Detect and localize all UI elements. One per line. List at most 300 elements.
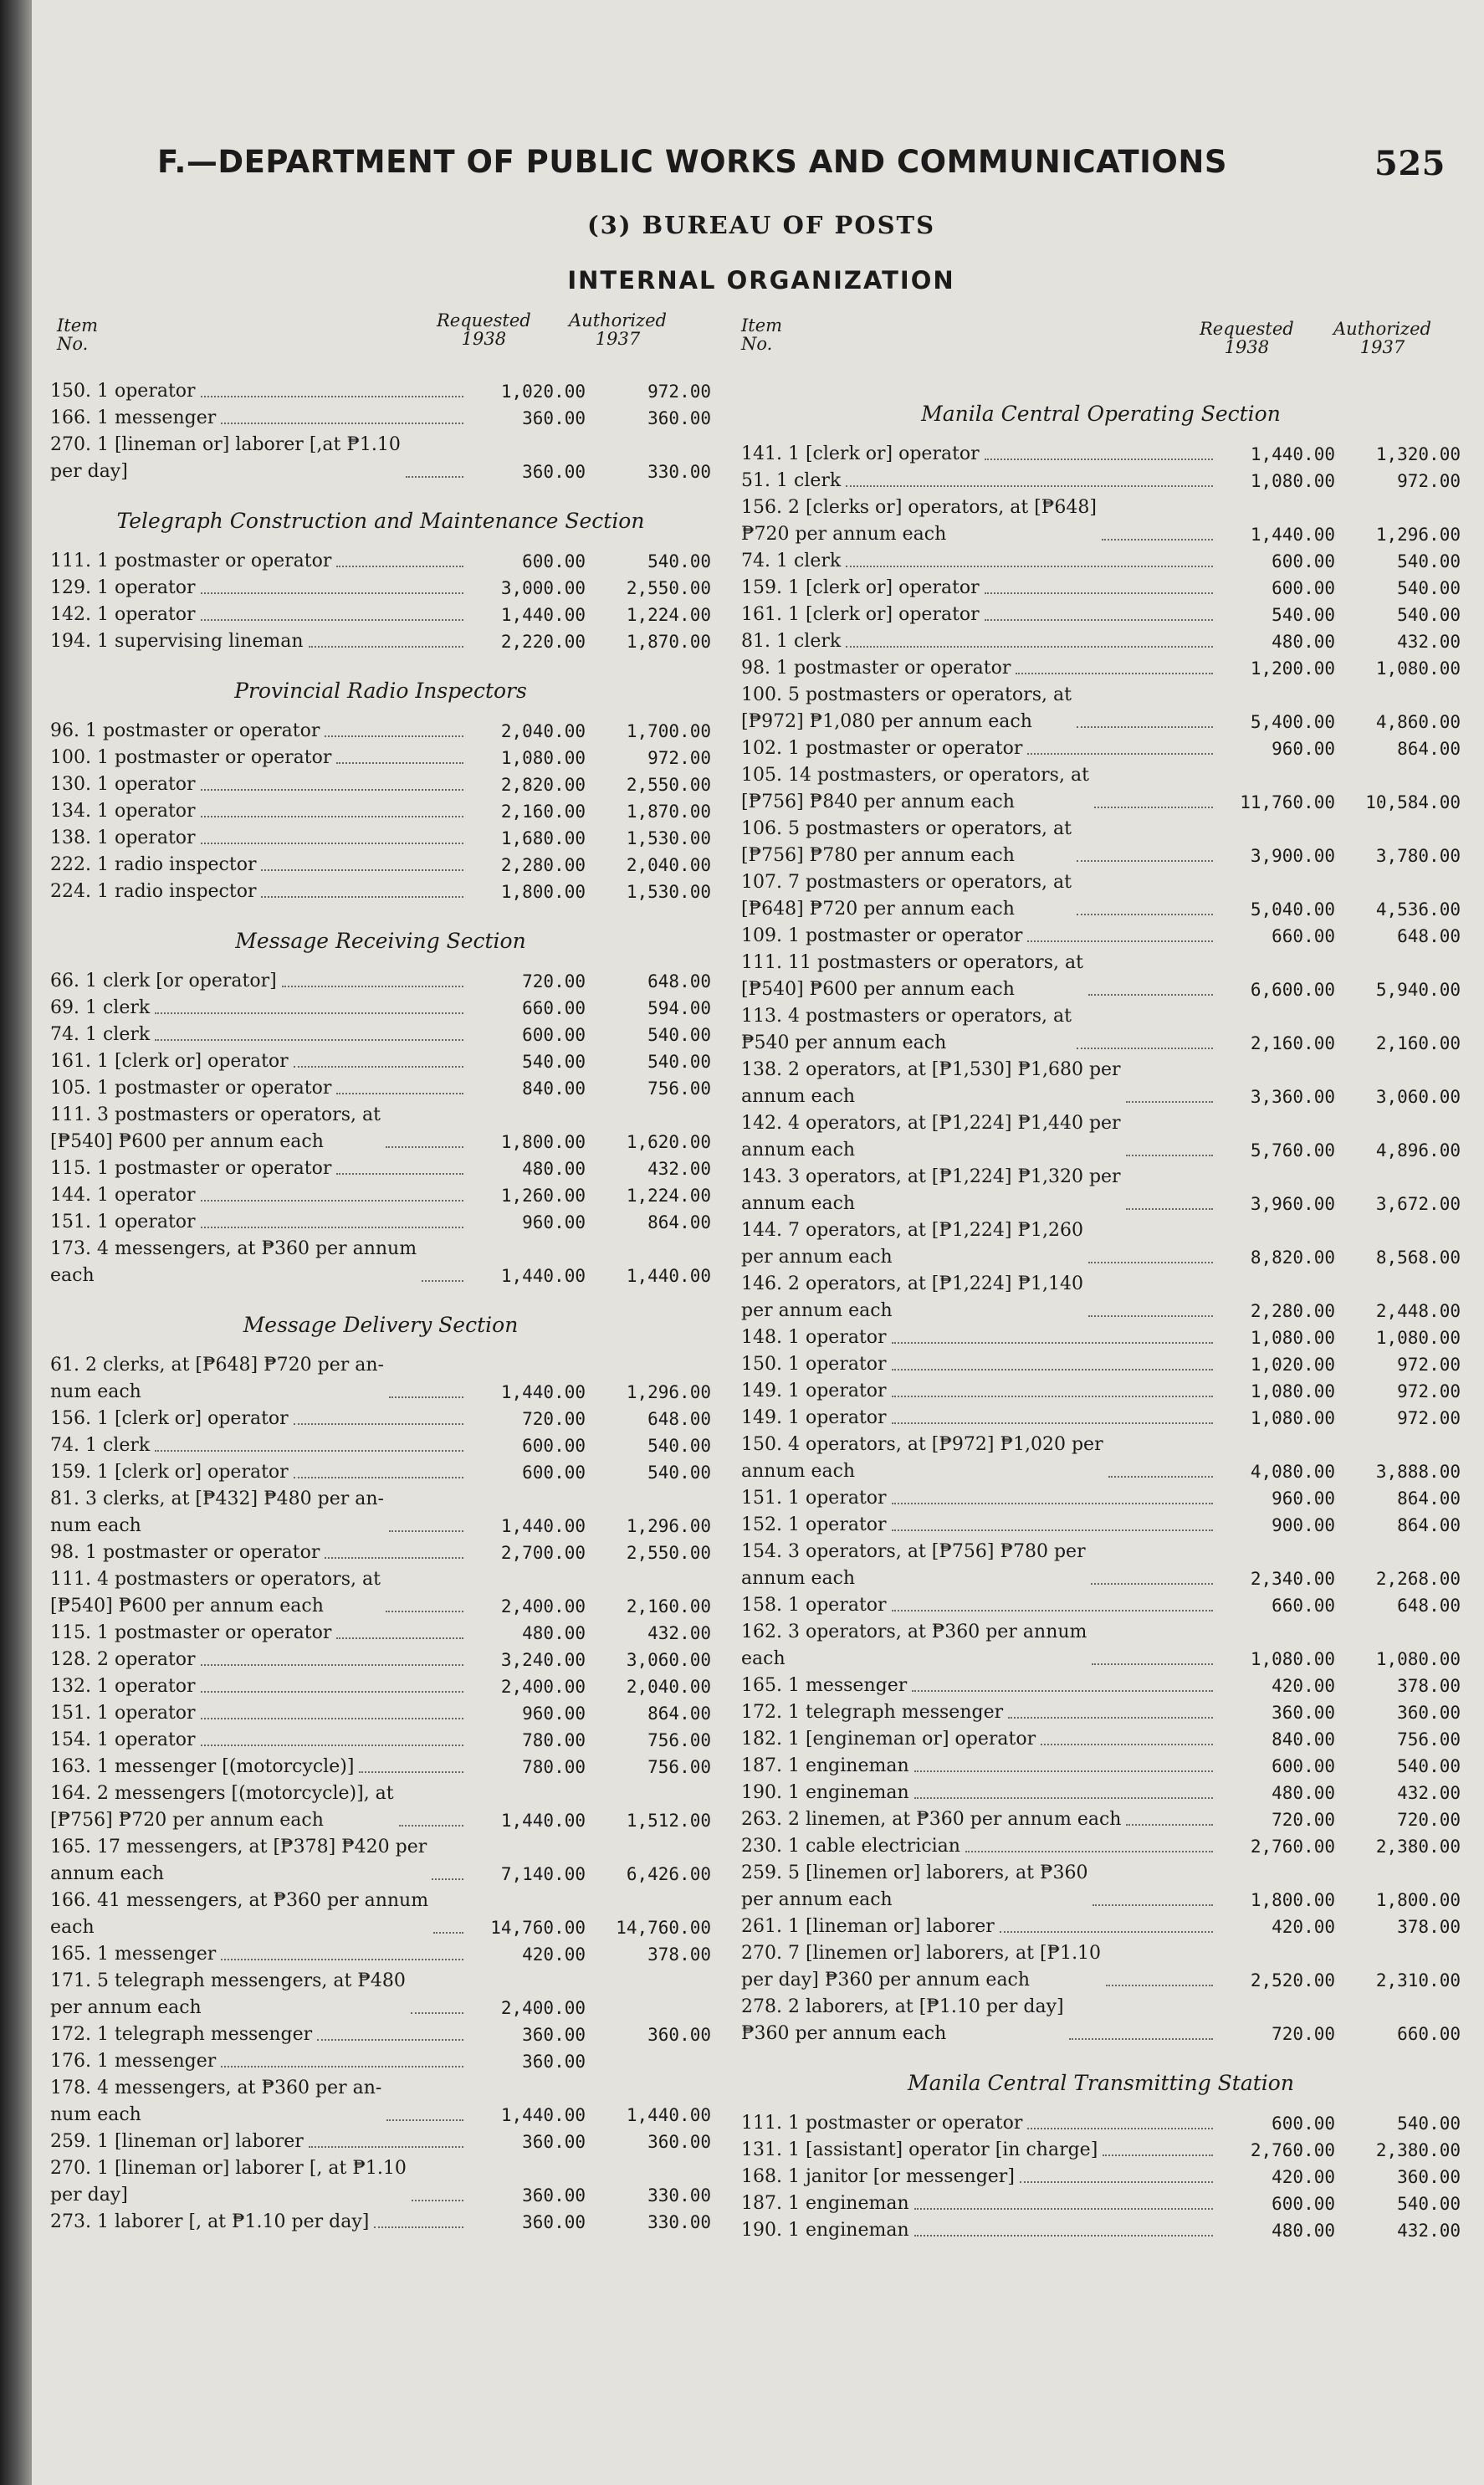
position-description: 159. 1 [clerk or] operator xyxy=(741,577,980,598)
leader-dots xyxy=(892,1610,1213,1611)
leader-dots xyxy=(1126,1208,1213,1210)
position-description-cell xyxy=(741,1994,1218,2047)
requested-amount: 3,960.00 xyxy=(1250,1194,1335,1214)
leader-dots xyxy=(1102,539,1213,541)
leader-dots xyxy=(433,1932,463,1934)
position-description: 144. 1 operator xyxy=(50,1185,196,1206)
right-sections xyxy=(741,402,1461,2244)
requested-amount: 600.00 xyxy=(1272,1756,1335,1776)
position-description: 150. 1 operator xyxy=(741,1354,887,1375)
table-row xyxy=(741,1324,1461,1351)
table-row xyxy=(741,468,1461,494)
position-description: 230. 1 cable electrician xyxy=(741,1836,960,1857)
position-description-cell xyxy=(741,1432,1218,1485)
position-description: 106. 5 postmasters or operators, at [₱756] ₱780 per annum each xyxy=(741,818,1072,866)
requested-amount: 420.00 xyxy=(1272,2167,1335,2187)
leader-dots xyxy=(1077,860,1213,862)
position-description-cell xyxy=(741,1806,1218,1833)
requested-amount: 8,820.00 xyxy=(1250,1248,1335,1268)
requested-amount: 1,020.00 xyxy=(1250,1355,1335,1375)
table-row xyxy=(50,1459,711,1486)
table-row xyxy=(50,1700,711,1727)
leader-dots xyxy=(1027,753,1213,755)
authorized-amount: 2,448.00 xyxy=(1375,1301,1461,1321)
table-row xyxy=(50,852,711,879)
authorized-amount: 720.00 xyxy=(1397,1810,1461,1830)
position-description-cell xyxy=(50,995,468,1022)
leader-dots xyxy=(1020,2181,1213,2183)
position-description: 105. 1 postmaster or operator xyxy=(50,1078,332,1099)
table-row xyxy=(50,628,711,655)
position-description-cell xyxy=(50,1048,468,1075)
leader-dots xyxy=(1126,1824,1213,1826)
position-description-cell xyxy=(50,1834,468,1888)
leader-dots xyxy=(325,1557,463,1559)
authorized-amount: 378.00 xyxy=(1397,1676,1461,1696)
col-item-label: Item No. xyxy=(57,315,99,354)
position-description-cell xyxy=(741,1110,1218,1164)
leader-dots xyxy=(1077,726,1213,728)
requested-amount: 600.00 xyxy=(1272,551,1335,571)
position-description: 115. 1 postmaster or operator xyxy=(50,1158,332,1179)
authorized-amount: 1,440.00 xyxy=(626,2105,711,2125)
position-description: 150. 1 operator xyxy=(50,381,196,402)
table-row xyxy=(50,1236,711,1289)
requested-amount: 1,440.00 xyxy=(500,1382,586,1402)
leader-dots xyxy=(846,646,1213,648)
position-description-cell xyxy=(50,1486,468,1540)
position-description-cell xyxy=(741,1351,1218,1378)
position-description-cell xyxy=(741,1164,1218,1217)
position-description: 151. 1 operator xyxy=(741,1488,887,1509)
position-description-cell xyxy=(741,1914,1218,1940)
leader-dots xyxy=(294,1066,463,1068)
requested-amount: 2,820.00 xyxy=(500,775,586,795)
table-row xyxy=(50,2209,711,2236)
left-column-header xyxy=(50,311,711,378)
position-description: 161. 1 [clerk or] operator xyxy=(741,604,980,625)
position-description-cell xyxy=(741,2217,1218,2244)
col-authorized-label: Authorized 1937 xyxy=(1333,319,1431,357)
leader-dots xyxy=(201,1691,463,1693)
position-description: 98. 1 postmaster or operator xyxy=(741,658,1011,679)
position-description-cell xyxy=(50,432,468,485)
table-row xyxy=(741,1432,1461,1485)
leader-dots xyxy=(1088,994,1213,996)
requested-amount: 3,360.00 xyxy=(1250,1087,1335,1107)
authorized-amount: 1,440.00 xyxy=(626,1266,711,1286)
table-row xyxy=(50,1182,711,1209)
authorized-amount: 432.00 xyxy=(647,1623,711,1643)
requested-amount: 4,080.00 xyxy=(1250,1462,1335,1482)
authorized-amount: 3,060.00 xyxy=(626,1650,711,1670)
requested-amount: 2,340.00 xyxy=(1250,1569,1335,1589)
position-description: 263. 2 linemen, at ₱360 per annum each xyxy=(741,1809,1122,1830)
position-description-cell xyxy=(741,468,1218,494)
table-row xyxy=(741,682,1461,735)
leader-dots xyxy=(201,843,463,844)
table-row xyxy=(50,405,711,432)
authorized-amount: 972.00 xyxy=(1397,1381,1461,1401)
requested-amount: 1,260.00 xyxy=(500,1186,586,1206)
requested-amount: 600.00 xyxy=(1272,2194,1335,2214)
position-description: 156. 1 [clerk or] operator xyxy=(50,1408,289,1429)
leader-dots xyxy=(1094,807,1213,808)
leader-dots xyxy=(892,1396,1213,1397)
leader-dots xyxy=(846,485,1213,487)
authorized-amount: 1,080.00 xyxy=(1375,1328,1461,1348)
requested-amount: 1,800.00 xyxy=(1250,1890,1335,1910)
leader-dots xyxy=(432,1878,463,1880)
position-description-cell xyxy=(741,1271,1218,1324)
position-description: 259. 1 [lineman or] laborer xyxy=(50,2131,304,2152)
authorized-amount: 3,780.00 xyxy=(1375,846,1461,866)
table-row xyxy=(50,548,711,575)
position-description-cell xyxy=(50,378,468,405)
table-row xyxy=(741,816,1461,869)
position-description: 115. 1 postmaster or operator xyxy=(50,1622,332,1643)
position-description: 146. 2 operators, at [₱1,224] ₱1,140 per annum each xyxy=(741,1273,1083,1321)
position-description-cell xyxy=(50,1209,468,1236)
requested-amount: 600.00 xyxy=(1272,578,1335,598)
bureau-title: (3) BUREAU OF POSTS xyxy=(586,211,936,239)
authorized-amount: 2,550.00 xyxy=(626,1543,711,1563)
table-row xyxy=(741,1940,1461,1994)
authorized-amount: 360.00 xyxy=(647,2132,711,2152)
position-description: 222. 1 radio inspector xyxy=(50,854,257,875)
requested-amount: 360.00 xyxy=(522,2132,586,2152)
table-row xyxy=(741,1753,1461,1780)
requested-amount: 480.00 xyxy=(522,1159,586,1179)
requested-amount: 600.00 xyxy=(522,1025,586,1045)
authorized-amount: 10,584.00 xyxy=(1365,792,1461,812)
requested-amount: 2,400.00 xyxy=(500,1596,586,1617)
requested-amount: 960.00 xyxy=(522,1212,586,1232)
table-row xyxy=(741,1351,1461,1378)
position-description: 187. 1 engineman xyxy=(741,1755,909,1776)
leader-dots xyxy=(965,1851,1213,1852)
authorized-amount: 360.00 xyxy=(647,2025,711,2045)
requested-amount: 780.00 xyxy=(522,1730,586,1750)
leader-dots xyxy=(1008,1717,1213,1719)
table-row xyxy=(741,1378,1461,1405)
table-row xyxy=(741,1619,1461,1673)
table-row xyxy=(741,2190,1461,2217)
table-row xyxy=(741,655,1461,682)
leader-dots xyxy=(406,476,463,478)
position-description: 111. 1 postmaster or operator xyxy=(741,2113,1023,2134)
table-row xyxy=(741,1860,1461,1914)
authorized-amount: 540.00 xyxy=(1397,2194,1461,2214)
requested-amount: 2,160.00 xyxy=(500,802,586,822)
table-row xyxy=(741,1726,1461,1753)
requested-amount: 1,440.00 xyxy=(500,1266,586,1286)
table-row xyxy=(50,745,711,771)
table-row xyxy=(741,1485,1461,1512)
requested-amount: 360.00 xyxy=(522,2052,586,2072)
leader-dots xyxy=(892,1342,1213,1344)
requested-amount: 360.00 xyxy=(522,408,586,428)
table-row xyxy=(50,1209,711,1236)
authorized-amount: 864.00 xyxy=(1397,1515,1461,1535)
leader-dots xyxy=(294,1423,463,1425)
authorized-amount: 540.00 xyxy=(647,1436,711,1456)
position-description: 132. 1 operator xyxy=(50,1676,196,1697)
table-row xyxy=(50,1647,711,1673)
authorized-amount: 972.00 xyxy=(1397,471,1461,491)
requested-amount: 1,020.00 xyxy=(500,382,586,402)
leader-dots xyxy=(1041,1744,1213,1745)
authorized-amount: 4,896.00 xyxy=(1375,1140,1461,1161)
leader-dots xyxy=(282,986,463,987)
position-description: 100. 1 postmaster or operator xyxy=(50,747,332,768)
table-row xyxy=(741,548,1461,575)
position-description: 151. 1 operator xyxy=(50,1703,196,1724)
requested-amount: 1,080.00 xyxy=(1250,1408,1335,1428)
position-description: 131. 1 [assistant] operator [in charge] xyxy=(741,2139,1098,2160)
authorized-amount: 756.00 xyxy=(647,1757,711,1777)
position-description-cell xyxy=(50,2209,468,2236)
position-description: 173. 4 messengers, at ₱360 per annum each xyxy=(50,1238,417,1286)
leader-dots xyxy=(1091,1583,1213,1585)
requested-amount: 2,160.00 xyxy=(1250,1033,1335,1053)
leader-dots xyxy=(846,566,1213,567)
position-description-cell xyxy=(741,1673,1218,1699)
position-description: 138. 2 operators, at [₱1,530] ₱1,680 per annum each xyxy=(741,1059,1121,1107)
leader-dots xyxy=(985,459,1213,460)
right-column-header xyxy=(741,311,1461,378)
authorized-amount: 2,550.00 xyxy=(626,578,711,598)
position-description-cell xyxy=(741,816,1218,869)
position-description-cell xyxy=(50,879,468,905)
requested-amount: 960.00 xyxy=(1272,1488,1335,1509)
table-row xyxy=(741,1110,1461,1164)
position-description: 74. 1 clerk xyxy=(50,1435,151,1456)
position-description-cell xyxy=(50,1182,468,1209)
leader-dots xyxy=(1069,2038,1213,2040)
requested-amount: 3,240.00 xyxy=(500,1650,586,1670)
leader-dots xyxy=(1126,1155,1213,1156)
position-description: 163. 1 messenger [(motorcycle)] xyxy=(50,1756,355,1777)
authorized-amount: 3,060.00 xyxy=(1375,1087,1461,1107)
leader-dots xyxy=(399,1825,463,1827)
requested-amount: 1,080.00 xyxy=(1250,1328,1335,1348)
position-description: 270. 7 [linemen or] laborers, at [₱1.10 per day] ₱360 per annum each xyxy=(741,1943,1102,1991)
position-description: 111. 3 postmasters or operators, at [₱540] ₱600 per annum each xyxy=(50,1104,381,1152)
table-row xyxy=(50,1406,711,1432)
position-description: 105. 14 postmasters, or operators, at [₱756] ₱840 per annum each xyxy=(741,765,1089,812)
position-description-cell xyxy=(50,1566,468,1620)
position-description: 166. 1 messenger xyxy=(50,407,217,428)
table-row xyxy=(50,1048,711,1075)
table-row xyxy=(50,1941,711,1968)
authorized-amount: 648.00 xyxy=(647,1409,711,1429)
position-description: 154. 1 operator xyxy=(50,1729,196,1750)
position-description: 98. 1 postmaster or operator xyxy=(50,1542,320,1563)
position-description: 150. 4 operators, at [₱972] ₱1,020 per annum each xyxy=(741,1434,1103,1482)
authorized-amount: 6,426.00 xyxy=(626,1864,711,1884)
requested-amount: 600.00 xyxy=(1272,2114,1335,2134)
leader-dots xyxy=(374,2226,463,2228)
requested-amount: 420.00 xyxy=(1272,1917,1335,1937)
leader-dots xyxy=(155,1039,463,1041)
requested-amount: 600.00 xyxy=(522,1463,586,1483)
requested-amount: 360.00 xyxy=(1272,1703,1335,1723)
position-description-cell xyxy=(741,1699,1218,1726)
position-description: 273. 1 laborer [, at ₱1.10 per day] xyxy=(50,2211,370,2232)
section-heading: Telegraph Construction and Maintenance Section xyxy=(116,509,645,533)
position-description-cell xyxy=(741,1405,1218,1432)
leader-dots xyxy=(1088,1315,1213,1317)
requested-amount: 1,800.00 xyxy=(500,1132,586,1152)
requested-amount: 780.00 xyxy=(522,1757,586,1777)
position-description: 176. 1 messenger xyxy=(50,2051,217,2072)
authorized-amount: 1,800.00 xyxy=(1375,1890,1461,1910)
requested-amount: 2,040.00 xyxy=(500,721,586,741)
position-description-cell xyxy=(50,745,468,771)
requested-amount: 1,440.00 xyxy=(500,1811,586,1831)
table-row xyxy=(741,1539,1461,1592)
leader-dots xyxy=(892,1422,1213,1424)
position-description-cell xyxy=(741,2190,1218,2217)
position-description-cell xyxy=(50,1236,468,1289)
table-row xyxy=(741,1833,1461,1860)
table-row xyxy=(741,628,1461,655)
position-description-cell xyxy=(741,2137,1218,2164)
table-row xyxy=(50,995,711,1022)
requested-amount: 840.00 xyxy=(522,1079,586,1099)
authorized-amount: 330.00 xyxy=(647,462,711,482)
leader-dots xyxy=(1126,1101,1213,1103)
position-description-cell xyxy=(741,1217,1218,1271)
position-description: 190. 1 engineman xyxy=(741,2220,909,2241)
requested-amount: 2,220.00 xyxy=(500,632,586,652)
requested-amount: 2,760.00 xyxy=(1250,1837,1335,1857)
position-description-cell xyxy=(50,548,468,575)
position-description-cell xyxy=(50,1459,468,1486)
requested-amount: 480.00 xyxy=(1272,1783,1335,1803)
leader-dots xyxy=(359,1771,463,1773)
table-row xyxy=(741,1057,1461,1110)
authorized-amount: 540.00 xyxy=(647,1463,711,1483)
position-description: 141. 1 [clerk or] operator xyxy=(741,443,980,464)
table-row xyxy=(50,1022,711,1048)
table-row xyxy=(741,735,1461,762)
authorized-amount: 330.00 xyxy=(647,2212,711,2232)
position-description: 165. 17 messengers, at [₱378] ₱420 per annum each xyxy=(50,1837,427,1884)
table-row xyxy=(741,2217,1461,2244)
table-row xyxy=(50,771,711,798)
col-requested-label: Requested 1938 xyxy=(1200,319,1294,357)
position-description-cell xyxy=(741,1753,1218,1780)
position-description: 130. 1 operator xyxy=(50,774,196,795)
requested-amount: 5,400.00 xyxy=(1250,712,1335,732)
department-title: F.—DEPARTMENT OF PUBLIC WORKS AND COMMUNICATIONS xyxy=(157,144,1228,180)
authorized-amount: 2,310.00 xyxy=(1375,1970,1461,1991)
requested-amount: 720.00 xyxy=(522,971,586,991)
authorized-amount: 1,870.00 xyxy=(626,802,711,822)
requested-amount: 960.00 xyxy=(1272,739,1335,759)
table-row xyxy=(50,879,711,905)
position-description-cell xyxy=(50,852,468,879)
table-row xyxy=(741,575,1461,602)
leader-dots xyxy=(336,762,463,764)
leader-dots xyxy=(201,816,463,817)
requested-amount: 1,080.00 xyxy=(1250,471,1335,491)
authorized-amount: 1,512.00 xyxy=(626,1811,711,1831)
position-description-cell xyxy=(741,628,1218,655)
requested-amount: 480.00 xyxy=(522,1623,586,1643)
position-description-cell xyxy=(741,575,1218,602)
leader-dots xyxy=(201,619,463,621)
table-row xyxy=(741,2110,1461,2137)
position-description-cell xyxy=(50,1888,468,1941)
authorized-amount: 1,700.00 xyxy=(626,721,711,741)
leader-dots xyxy=(1088,1262,1213,1263)
authorized-amount: 360.00 xyxy=(1397,1703,1461,1723)
position-description-cell xyxy=(50,798,468,825)
table-row xyxy=(50,798,711,825)
position-description-cell xyxy=(741,494,1218,548)
requested-amount: 540.00 xyxy=(522,1052,586,1072)
table-row xyxy=(50,968,711,995)
position-description-cell xyxy=(741,1324,1218,1351)
requested-amount: 1,080.00 xyxy=(1250,1381,1335,1401)
authorized-amount: 1,530.00 xyxy=(626,882,711,902)
leader-dots xyxy=(892,1529,1213,1531)
authorized-amount: 648.00 xyxy=(1397,926,1461,946)
requested-amount: 2,280.00 xyxy=(500,855,586,875)
position-description: 74. 1 clerk xyxy=(50,1024,151,1045)
table-row xyxy=(50,1075,711,1102)
position-description-cell xyxy=(50,2155,468,2209)
position-description-cell xyxy=(50,1432,468,1459)
page-number: 525 xyxy=(1374,144,1446,183)
position-description-cell xyxy=(50,1102,468,1155)
position-description: 166. 41 messengers, at ₱360 per annum each xyxy=(50,1890,429,1938)
leader-dots xyxy=(325,735,463,737)
position-description-cell xyxy=(50,1727,468,1754)
table-row xyxy=(50,1673,711,1700)
requested-amount: 1,800.00 xyxy=(500,882,586,902)
position-description-cell xyxy=(50,1022,468,1048)
leader-dots xyxy=(892,1503,1213,1504)
authorized-amount: 1,224.00 xyxy=(626,605,711,625)
table-row xyxy=(50,1780,711,1834)
section-heading: Message Delivery Section xyxy=(243,1313,519,1337)
requested-amount: 11,760.00 xyxy=(1240,792,1335,812)
leader-dots xyxy=(386,2119,463,2121)
requested-amount: 360.00 xyxy=(522,2025,586,2045)
position-description: 102. 1 postmaster or operator xyxy=(741,738,1023,759)
authorized-amount: 540.00 xyxy=(647,1052,711,1072)
table-row xyxy=(50,718,711,745)
position-description-cell xyxy=(741,1512,1218,1539)
table-row xyxy=(741,602,1461,628)
requested-amount: 840.00 xyxy=(1272,1729,1335,1750)
position-description: 161. 1 [clerk or] operator xyxy=(50,1051,289,1072)
authorized-amount: 972.00 xyxy=(1397,1355,1461,1375)
authorized-amount: 432.00 xyxy=(1397,632,1461,652)
authorized-amount: 660.00 xyxy=(1397,2024,1461,2044)
authorized-amount: 1,296.00 xyxy=(626,1382,711,1402)
authorized-amount: 432.00 xyxy=(1397,2221,1461,2241)
position-description: 187. 1 engineman xyxy=(741,2193,909,2214)
position-description: 138. 1 operator xyxy=(50,827,196,848)
position-description: 156. 2 [clerks or] operators, at [₱648] ₱720 per annum each xyxy=(741,497,1097,545)
leader-dots xyxy=(1016,673,1213,674)
authorized-amount: 540.00 xyxy=(1397,605,1461,625)
